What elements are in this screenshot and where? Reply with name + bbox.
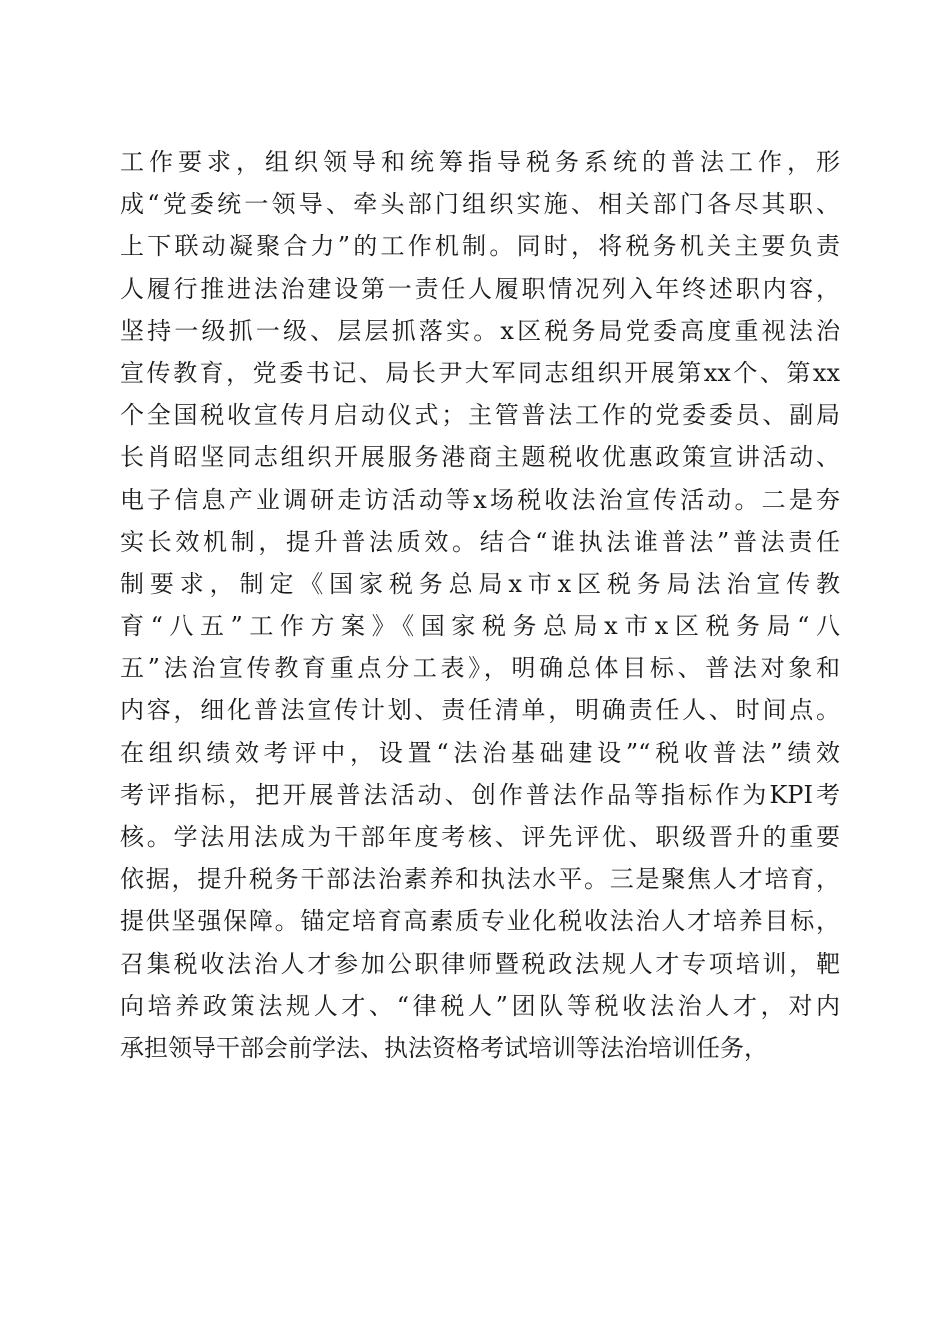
text-line: 上下联动凝聚合力”的工作机制。同时，将税务机关主要负责 bbox=[120, 232, 840, 261]
text-line: 核。学法用法成为干部年度考核、评先评优、职级晋升的重要 bbox=[120, 823, 840, 851]
text-line: 育“八五”工作方案》《国家税务总局x市x区税务局“八 bbox=[120, 612, 840, 641]
text-line: 工作要求，组织领导和统筹指导税务系统的普法工作，形 bbox=[120, 148, 840, 176]
text-line: 依据，提升税务干部法治素养和执法水平。三是聚焦人才培育， bbox=[120, 865, 840, 894]
text-line: 承担领导干部会前学法、执法资格考试培训等法治培训任务， bbox=[120, 1033, 768, 1062]
text-line: 提供坚强保障。锚定培育高素质专业化税收法治人才培养目标， bbox=[120, 907, 840, 936]
text-line: 人履行推进法治建设第一责任人履职情况列入年终述职内容， bbox=[120, 274, 840, 303]
text-line: 五”法治宣传教育重点分工表》，明确总体目标、普法对象和 bbox=[120, 654, 840, 683]
text-line: 成“党委统一领导、牵头部门组织实施、相关部门各尽其职、 bbox=[120, 190, 840, 219]
body-paragraph bbox=[120, 141, 840, 1069]
text-line: 向培养政策法规人才、“律税人”团队等税收法治人才，对内 bbox=[120, 991, 840, 1020]
text-line: 考评指标，把开展普法活动、创作普法作品等指标作为KPI考 bbox=[120, 780, 840, 809]
text-line: 制要求，制定《国家税务总局x市x区税务局法治宣传教 bbox=[120, 569, 840, 598]
text-line: 坚持一级抓一级、层层抓落实。x区税务局党委高度重视法治 bbox=[120, 316, 840, 345]
text-line: 在组织绩效考评中，设置“法治基础建设”“税收普法”绩效 bbox=[120, 738, 840, 767]
text-line: 电子信息产业调研走访活动等x场税收法治宣传活动。二是夯 bbox=[120, 485, 840, 514]
text-line: 长肖昭坚同志组织开展服务港商主题税收优惠政策宣讲活动、 bbox=[120, 443, 840, 472]
text-line: 内容，细化普法宣传计划、责任清单，明确责任人、时间点。 bbox=[120, 696, 840, 725]
text-line: 个全国税收宣传月启动仪式；主管普法工作的党委委员、副局 bbox=[120, 401, 840, 430]
text-line: 实长效机制，提升普法质效。结合“谁执法谁普法”普法责任 bbox=[120, 527, 840, 556]
text-line: 召集税收法治人才参加公职律师暨税政法规人才专项培训，靶 bbox=[120, 949, 840, 978]
text-line: 宣传教育，党委书记、局长尹大军同志组织开展第xx个、第xx bbox=[120, 358, 840, 387]
